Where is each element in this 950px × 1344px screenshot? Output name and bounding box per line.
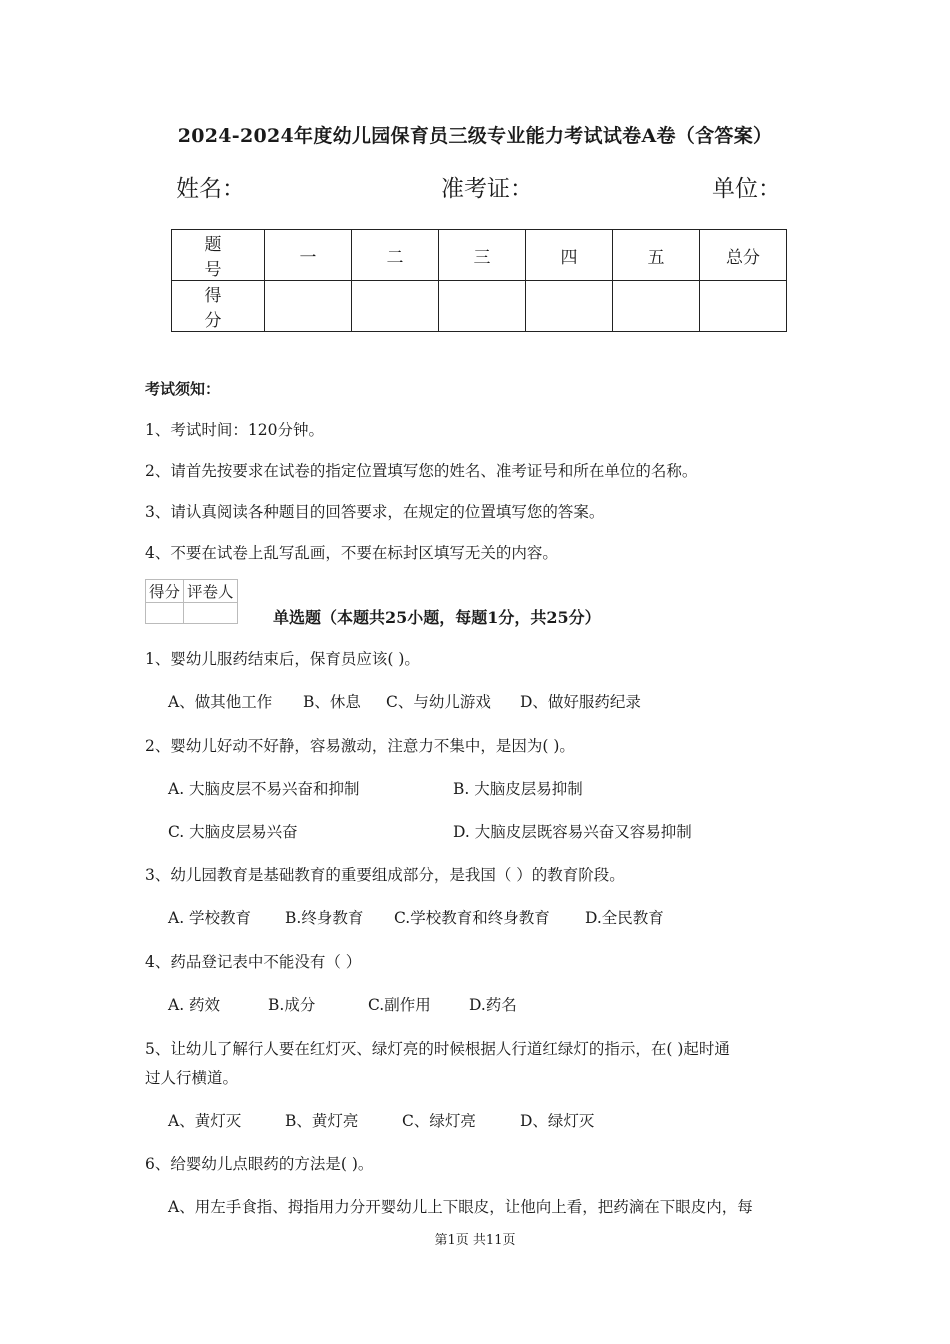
question-option: D. 大脑皮层既容易兴奋又容易抑制 (453, 823, 692, 841)
name-label: 姓名： (176, 176, 245, 202)
question-option: A. 学校教育 (168, 909, 252, 927)
question-option: A. 药效 (168, 996, 221, 1014)
question-option: B、黄灯亮 (285, 1112, 359, 1130)
score-input-cell[interactable] (613, 281, 700, 332)
question-option: D、做好服药纪录 (520, 693, 641, 711)
grader-box (145, 579, 238, 624)
grader-score-label: 得分 (146, 580, 184, 603)
notice-item: 2、请首先按要求在试卷的指定位置填写您的姓名、准考证号和所在单位的名称。 (145, 462, 698, 480)
question-option: C、与幼儿游戏 (386, 693, 491, 711)
score-table-cell: 题 号 (172, 230, 265, 281)
score-input-cell[interactable] (352, 281, 439, 332)
score-table-cell: 五 (613, 230, 700, 281)
score-input-cell[interactable] (526, 281, 613, 332)
question-stem: 3、幼儿园教育是基础教育的重要组成部分，是我国（ ）的教育阶段。 (145, 866, 625, 884)
question-option: B. 大脑皮层易抑制 (453, 780, 583, 798)
score-table (171, 229, 787, 332)
question-option: A、黄灯灭 (168, 1112, 242, 1130)
grader-name-label: 评卷人 (184, 580, 238, 603)
score-input-cell[interactable] (439, 281, 526, 332)
question-stem: 6、给婴幼儿点眼药的方法是( )。 (145, 1155, 374, 1173)
unit-label: 单位： (712, 176, 781, 202)
question-stem: 4、药品登记表中不能没有（ ） (145, 953, 362, 971)
notice-item: 1、考试时间：120分钟。 (145, 421, 324, 439)
question-option: D.药名 (469, 996, 517, 1014)
grader-name-cell[interactable] (184, 603, 238, 624)
score-table-cell: 四 (526, 230, 613, 281)
notice-item: 3、请认真阅读各种题目的回答要求，在规定的位置填写您的答案。 (145, 503, 605, 521)
question-option: B.成分 (268, 996, 316, 1014)
question-option: C、绿灯亮 (402, 1112, 476, 1130)
score-input-cell[interactable] (265, 281, 352, 332)
section-title: 单选题（本题共25小题，每题1分，共25分） (273, 608, 601, 627)
notice-title: 考试须知： (145, 380, 221, 398)
question-stem: 1、婴幼儿服药结束后，保育员应该( )。 (145, 650, 420, 668)
question-option: B.终身教育 (285, 909, 364, 927)
score-table-cell: 三 (439, 230, 526, 281)
question-option: C. 大脑皮层易兴奋 (168, 823, 298, 841)
question-stem: 2、婴幼儿好动不好静，容易激动，注意力不集中，是因为( )。 (145, 737, 575, 755)
question-option: A、用左手食指、拇指用力分开婴幼儿上下眼皮，让他向上看，把药滴在下眼皮内，每 (168, 1198, 753, 1216)
question-option: C.副作用 (368, 996, 431, 1014)
score-table-header-row (172, 230, 787, 281)
grader-score-cell[interactable] (146, 603, 184, 624)
question-option: A、做其他工作 (168, 693, 273, 711)
question-option: C.学校教育和终身教育 (394, 909, 550, 927)
score-input-cell[interactable] (700, 281, 787, 332)
page-title: 2024-2024年度幼儿园保育员三级专业能力考试试卷A卷（含答案） (177, 125, 773, 147)
exam-id-label: 准考证： (441, 176, 533, 202)
score-table-cell: 得 分 (172, 281, 265, 332)
notice-item: 4、不要在试卷上乱写乱画，不要在标封区填写无关的内容。 (145, 544, 558, 562)
question-stem: 5、让幼儿了解行人要在红灯灭、绿灯亮的时候根据人行道红绿灯的指示，在( )起时通 (145, 1040, 730, 1058)
question-option: B、休息 (303, 693, 361, 711)
question-option: A. 大脑皮层不易兴奋和抑制 (168, 780, 360, 798)
score-table-score-row (172, 281, 787, 332)
score-table-cell: 一 (265, 230, 352, 281)
question-option: D、绿灯灭 (520, 1112, 595, 1130)
score-table-cell: 总分 (700, 230, 787, 281)
score-table-cell: 二 (352, 230, 439, 281)
page-footer: 第1页 共11页 (434, 1233, 516, 1248)
question-stem-continued: 过人行横道。 (145, 1069, 239, 1087)
question-option: D.全民教育 (585, 909, 664, 927)
